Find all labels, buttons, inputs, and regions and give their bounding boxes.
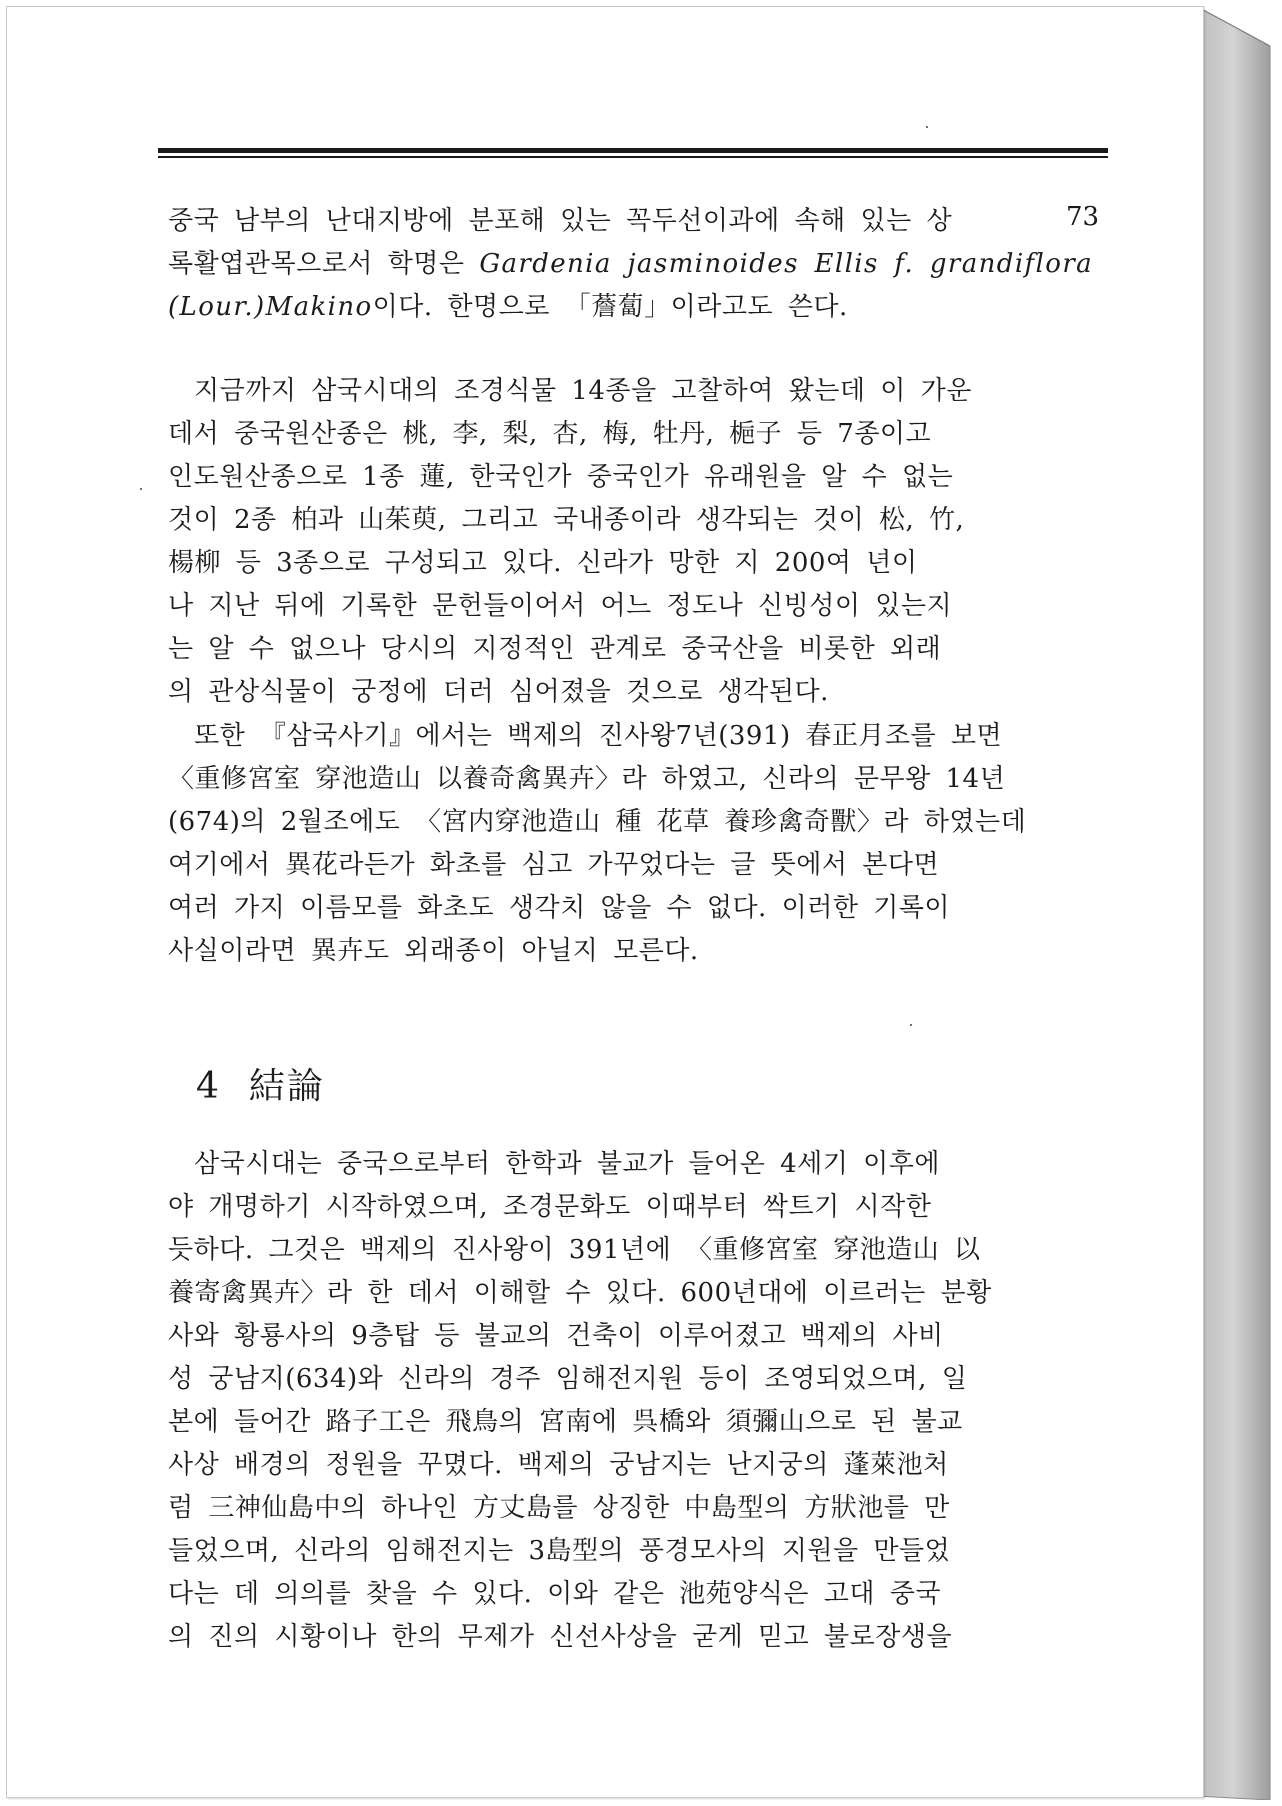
text-line: 본에 들어간 路子工은 飛鳥의 宮南에 呉橋와 須彌山으로 된 불교 [168,1407,963,1437]
text-line: 사상 배경의 정원을 꾸몄다. 백제의 궁남지는 난지궁의 蓬萊池처 [168,1450,949,1480]
text-line: 성 궁남지(634)와 신라의 경주 임해전지원 등이 조영되었으며, 일 [168,1364,968,1394]
text-line: 여러 가지 이름모를 화초도 생각치 않을 수 없다. 이러한 기록이 [168,893,951,923]
text-line: 의 관상식물이 궁정에 더러 심어졌을 것으로 생각된다. [168,677,829,707]
text-line: (674)의 2월조에도 〈宮内穿池造山 種 花草 養珍禽奇獸〉라 하였는데 [168,807,1027,837]
text-line: 삼국시대는 중국으로부터 한학과 불교가 들어온 4세기 이후에 [194,1149,941,1179]
text-span: 록활엽관목으로서 학명은 [168,249,480,279]
section-number: 4 [196,1066,221,1107]
text-line: 데서 중국원산종은 桃, 李, 梨, 杏, 梅, 牡丹, 梔子 등 7종이고 [168,419,932,449]
text-line: 養寄禽異卉〉라 한 데서 이해할 수 있다. 600년대에 이르러는 분황 [168,1278,992,1308]
paragraph-summary [168,370,972,714]
scan-speck [910,1024,912,1026]
scan-speck [140,488,142,490]
section-heading [196,1058,325,1109]
text-line: 나 지난 뒤에 기록한 문헌들이어서 어느 정도나 신빙성이 있는지 [168,591,953,621]
text-line [168,243,1094,286]
text-line: 듯하다. 그것은 백제의 진사왕이 391년에 〈重修宮室 穿池造山 以 [168,1235,981,1265]
paragraph-conclusion [168,1143,992,1659]
text-line [168,286,968,329]
scan-speck [926,126,928,128]
text-line: 사실이라면 異卉도 외래종이 아닐지 모른다. [168,936,699,966]
scientific-name-author: (Lour.)Makino [168,292,373,322]
text-line: 다는 데 의의를 찾을 수 있다. 이와 같은 池苑양식은 고대 중국 [168,1579,941,1609]
text-line: 지금까지 삼국시대의 조경식물 14종을 고찰하여 왔는데 이 가운 [194,376,972,406]
paragraph-samguk-sagi [168,715,1027,973]
scientific-name: Gardenia jasminoides Ellis f. grandiflora [479,249,1094,279]
text-line: 들었으며, 신라의 임해전지는 3島型의 풍경모사의 지원을 만들었 [168,1536,951,1566]
text-line: 는 알 수 없으나 당시의 지정적인 관계로 중국산을 비롯한 외래 [168,634,942,664]
text-line: 〈重修宮室 穿池造山 以養奇禽異卉〉라 하였고, 신라의 문무왕 14년 [168,764,1006,794]
book-page-edge [1196,6,1276,1800]
section-title: 結論 [248,1066,325,1107]
text-line: 럼 三神仙島中의 하나인 方丈島를 상징한 中島型의 方狀池를 만 [168,1493,950,1523]
text-span: 이다. 한명으로 「薝蔔」이라고도 쓴다. [372,292,848,322]
text-line: 의 진의 시황이나 한의 무제가 신선사상을 굳게 믿고 불로장생을 [168,1622,953,1652]
header-rule-thick [158,148,1108,153]
text-line: 중국 남부의 난대지방에 분포해 있는 꼭두선이과에 속해 있는 상 [168,206,953,236]
text-line: 또한 『삼국사기』에서는 백제의 진사왕7년(391) 春正月조를 보면 [194,721,1003,751]
text-line: 楊柳 등 3종으로 구성되고 있다. 신라가 망한 지 200여 년이 [168,548,918,578]
header-rule-thin [158,156,1108,158]
text-line: 사와 황룡사의 9층탑 등 불교의 건축이 이루어졌고 백제의 사비 [168,1321,944,1351]
text-line: 야 개명하기 시작하였으며, 조경문화도 이때부터 싹트기 시작한 [168,1192,932,1222]
text-line: 것이 2종 柏과 山茱萸, 그리고 국내종이라 생각되는 것이 松, 竹, [168,505,965,535]
page-number: 73 [1066,202,1100,232]
text-line: 인도원산종으로 1종 蓮, 한국인가 중국인가 유래원을 알 수 없는 [168,462,954,492]
text-line: 여기에서 異花라든가 화초를 심고 가꾸었다는 글 뜻에서 본다면 [168,850,940,880]
